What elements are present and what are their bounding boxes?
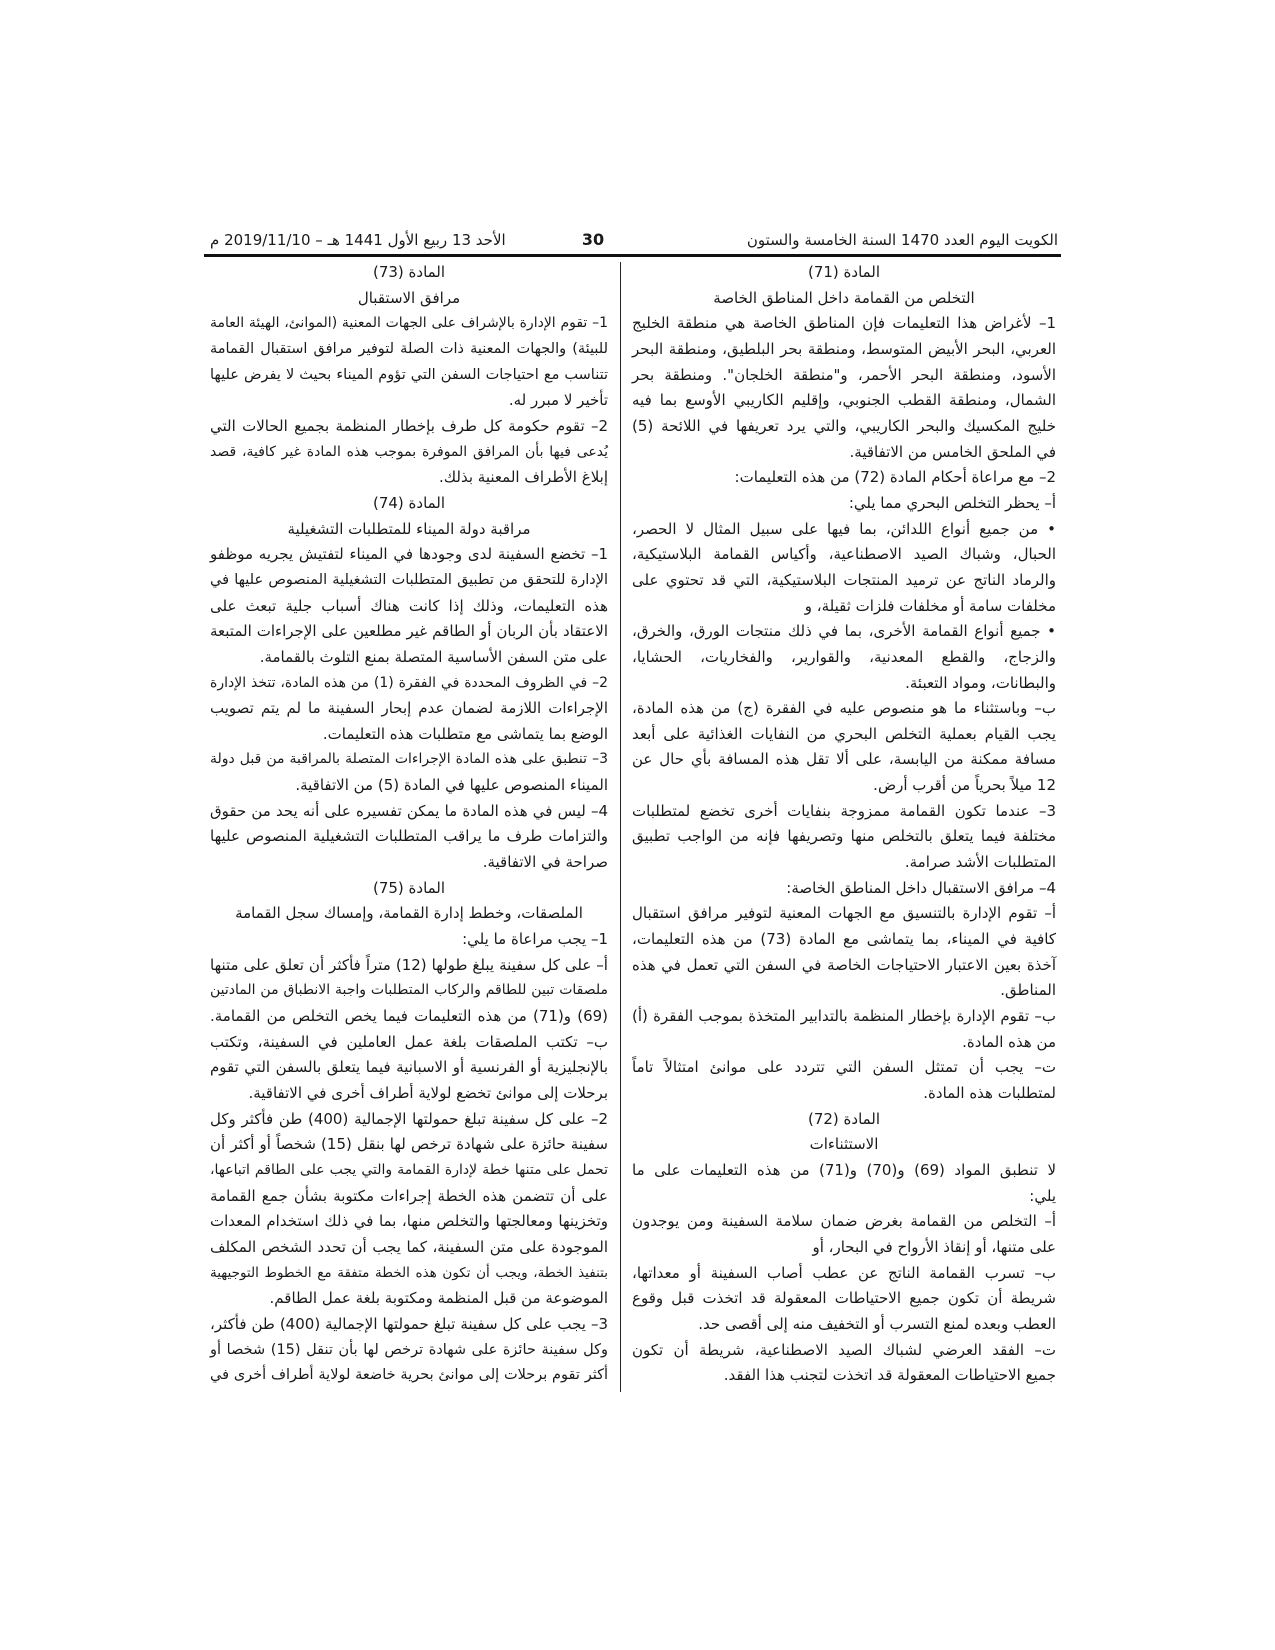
text-line: الموضوعة من قبل المنظمة ومكتوبة بلغة عمل الطاقم. [269,1289,608,1308]
text-line: 2– في الظروف المحددة في الفقرة (1) من هذه المادة، تتخذ الإدارة [210,674,609,691]
text-line: 4– ليس في هذه المادة ما يمكن تفسيره على أنه يحد من حقوق [210,801,608,820]
article-heading: المادة (74) [372,493,446,512]
text-line: 1– يجب مراعاة ما يلي: [462,930,608,949]
text-line: 4– مرافق الاستقبال داخل المناطق الخاصة: [786,878,1056,897]
text-line: تتناسب مع احتياجات السفن التي تؤوم الميناء بحيث لا يفرض عليها [210,366,608,383]
text-line: يجب القيام بعملية التخلص البحري من النفايات الغذائية على أبعد [632,724,1056,743]
text-line: ت– يجب أن تمتثل السفن التي تتردد على موانئ امتثالاً تاماً [632,1058,1056,1077]
text-line: تحمل على متنها خطة لإدارة القمامة والتي يجب على الطاقم اتباعها، [210,1161,608,1178]
text-line: على متن السفن الأساسية المتصلة بمنع التلوث بالقمامة. [259,647,608,666]
text-line: الوضع بما يتماشى مع متطلبات هذه التعليمات. [322,724,608,743]
text-line: من هذه المادة. [962,1032,1056,1051]
text-line: وتخزينها ومعالجتها والتخلص منها، بما في ذلك استخدام المعدات [210,1212,608,1231]
header-rule [204,254,1061,257]
text-line: للبيئة) والجهات المعنية ذات الصلة لتوفير مرافق استقبال القمامة [210,340,608,357]
text-line: أ– على كل سفينة يبلغ طولها (12) متراً فأكثر أن تعلق على متنها [210,955,608,974]
text-line: صراحة في الاتفاقية. [482,853,608,872]
text-line: 1– لأغراض هذا التعليمات فإن المناطق الخاصة هي منطقة الخليج [632,314,1056,333]
text-line: على متنها، أو إنقاذ الأرواح في البحار، أو [812,1237,1056,1256]
text-line: ملصقات تبين للطاقم والركاب المتطلبات واجبة الانطباق من المادتين [210,982,608,999]
text-line: على أن تتضمن هذه الخطة إجراءات مكتوبة بشأن جمع القمامة [210,1186,608,1205]
text-line: برحلات إلى موانئ تخضع لولاية أطراف أخرى في الاتفاقية. [248,1084,608,1102]
text-line: في الملحق الخامس من الاتفاقية. [849,442,1056,461]
article-heading: المادة (72) [807,1109,881,1128]
text-line: الإجراءات اللازمة لضمان عدم إبحار السفينة ما لم يتم تصويب [210,699,608,718]
text-line: المتطلبات الأشد صرامة. [904,853,1056,872]
text-line: يلي: [1029,1186,1056,1205]
text-line: 2– على كل سفينة تبلغ حمولتها الإجمالية (400) طن فأكثر وكل [210,1109,608,1128]
text-line: 2– تقوم حكومة كل طرف بإخطار المنظمة بجميع الحالات التي [210,416,608,435]
text-line: آخذة بعين الاعتبار الاحتياجات الخاصة في السفن التي تعمل في هذه [632,955,1056,974]
right-column [632,260,1056,1389]
text-line: تأخير لا مبرر له. [508,391,608,410]
text-line: الموجودة على متن السفينة، كما يجب أن تحدد الشخص المكلف [210,1237,608,1256]
text-line: 3– يجب على كل سفينة تبلغ حمولتها الإجمالية (400) طن فأكثر، [210,1314,608,1333]
page-number: 30 [581,230,605,249]
text-line: مسافة ممكنة من اليابسة، على ألا تقل هذه المسافة بأي حال عن [632,750,1056,769]
article-title: التخلص من القمامة داخل المناطق الخاصة [713,288,975,307]
text-line: • من جميع أنواع اللدائن، بما فيها على سبيل المثال لا الحصر، [632,519,1056,538]
text-line: بتنفيذ الخطة، ويجب أن تكون هذه الخطة متفقة مع الخطوط التوجيهية [210,1264,608,1281]
article-heading: المادة (73) [372,263,446,281]
text-line: أ– التخلص من القمامة بغرض ضمان سلامة السفينة ومن يوجدون [632,1212,1056,1231]
text-line: الاعتقاد بأن الربان أو الطاقم غير مطلعين على الإجراءات المتبعة [210,622,608,641]
text-line: الأسود، ومنطقة البحر الأحمر، و"منطقة الخلجان". ومنطقة بحر [632,365,1056,384]
issue-date: الأحد 13 ربيع الأول 1441 هـ – 2019/11/10 م [210,231,506,249]
text-line: أكثر تقوم برحلات إلى موانئ بحرية خاضعة لولاية أطراف أخرى في [210,1367,608,1384]
text-line: الإدارة للتحقق من تطبيق المتطلبات التشغيلية المنصوص عليها في [210,571,608,588]
text-line: سفينة حائزة على شهادة ترخص لها بنقل (15) شخصاً أو أكثر أن [210,1135,608,1154]
text-line: شريطة أن تكون جميع الاحتياطات المعقولة قد اتخذت قبل وقوع [632,1289,1056,1308]
left-column [210,260,608,1389]
text-line: الشمال، ومنطقة القطب الجنوبي، وإقليم الكاريبي الأوسع بما فيه [632,391,1056,410]
text-line: والتزامات طرف ما يراقب المتطلبات التشغيلية المنصوص عليها [210,827,608,846]
column-divider [620,262,621,1392]
text-line: المناطق. [1000,981,1056,1000]
text-line: • جميع أنواع القمامة الأخرى، بما في ذلك منتجات الورق، والخرق، [632,622,1056,641]
text-line: (69) و(71) من هذه التعليمات فيما يخص التخلص من القمامة. [210,1007,609,1026]
text-line: لا تنطبق المواد (69) و(70) و(71) من هذه التعليمات على ما [632,1160,1056,1179]
text-line: 12 ميلاً بحرياً من أقرب أرض. [873,776,1056,795]
text-line: والبطانات، ومواد التعبئة. [905,673,1056,692]
text-line: وكل سفينة حائزة على شهادة ترخص لها بأن تنقل (15) شخصا أو [210,1341,608,1358]
text-line: والزجاج، والقطع المعدنية، والقوارير، والفخاريات، الحشايا، [632,647,1056,666]
text-line: والرماد الناتج عن ترميد المنتجات البلاستيكية، التي قد تحتوي على [632,570,1056,589]
article-title: الملصقات، وخطط إدارة القمامة، وإمساك سجل القمامة [235,904,583,923]
text-line: 1– تخضع السفينة لدى وجودها في الميناء لتفتيش يجريه موظفو [210,545,608,564]
text-line: الميناء المنصوص عليها في المادة (5) من الاتفاقية. [295,776,608,795]
text-line: العطب وبعده لمنع التسرب أو التخفيف منه إلى أقصى حد. [698,1314,1056,1333]
text-line: ب– تقوم الإدارة بإخطار المنظمة بالتدابير المتخذة بموجب الفقرة (أ) [632,1007,1056,1026]
article-title: الاستثناءات [809,1135,879,1154]
text-line: كافية في الميناء، بما يتماشى مع المادة (73) من هذه التعليمات، [632,930,1057,949]
text-line: ب– وباستثناء ما هو منصوص عليه في الفقرة (ج) من هذه المادة، [632,699,1056,718]
text-line: إبلاغ الأطراف المعنية بذلك. [439,468,608,487]
publication-header: الكويت اليوم العدد 1470 السنة الخامسة والستون [746,231,1058,249]
text-line: 3– تنطبق على هذه المادة الإجراءات المتصلة بالمراقبة من قبل دولة [210,751,608,768]
text-line: يُدعى فيها بأن المرافق الموفرة بموجب هذه المادة غير كافية، قصد [210,443,608,460]
text-line: بالإنجليزية أو الفرنسية أو الاسبانية فيما يتعلق بالسفن التي تقوم [210,1058,608,1077]
text-line: 3– عندما تكون القمامة ممزوجة بنفايات أخرى تخضع لمتطلبات [632,801,1056,820]
text-line: خليج المكسيك والبحر الكاريبي، والتي يرد تعريفها في اللائحة (5) [632,416,1056,435]
text-line: مختلفة فيما يتعلق بالتخلص منها وتصريفها فإنه من الواجب تطبيق [632,827,1056,846]
text-line: أ– يحظر التخلص البحري مما يلي: [848,493,1056,512]
text-line: ت– الفقد العرضي لشباك الصيد الاصطناعية، شريطة أن تكون [632,1340,1056,1359]
text-line: ب– تكتب الملصقات بلغة عمل العاملين في السفينة، وتكتب [210,1032,608,1051]
text-line: لمتطلبات هذه المادة. [923,1084,1056,1102]
article-heading: المادة (71) [807,263,881,281]
text-line: العربي، البحر الأبيض المتوسط، ومنطقة بحر البلطيق، ومنطقة البحر [632,339,1056,358]
article-title: مرافق الاستقبال [357,288,461,307]
article-heading: المادة (75) [372,878,446,897]
text-line: أ– تقوم الإدارة بالتنسيق مع الجهات المعنية لتوفير مرافق استقبال [632,904,1056,923]
text-line: ب– تسرب القمامة الناتج عن عطب أصاب السفينة أو معداتها، [632,1263,1056,1282]
text-line: 1– تقوم الإدارة بالإشراف على الجهات المعنية (الموانئ، الهيئة العامة [210,315,608,332]
text-line: جميع الاحتياطات المعقولة قد اتخذت لتجنب هذا الفقد. [723,1366,1056,1385]
text-line: 2– مع مراعاة أحكام المادة (72) من هذه التعليمات: [734,468,1056,487]
article-title: مراقبة دولة الميناء للمتطلبات التشغيلية [287,519,531,538]
text-line: الحبال، وشباك الصيد الاصطناعية، وأكياس القمامة البلاستيكية، [632,545,1056,564]
text-line: مخلفات سامة أو مخلفات فلزات ثقيلة، و [804,596,1056,615]
text-line: هذه التعليمات، وذلك إذا كانت هناك أسباب جلية تبعث على [210,596,608,615]
